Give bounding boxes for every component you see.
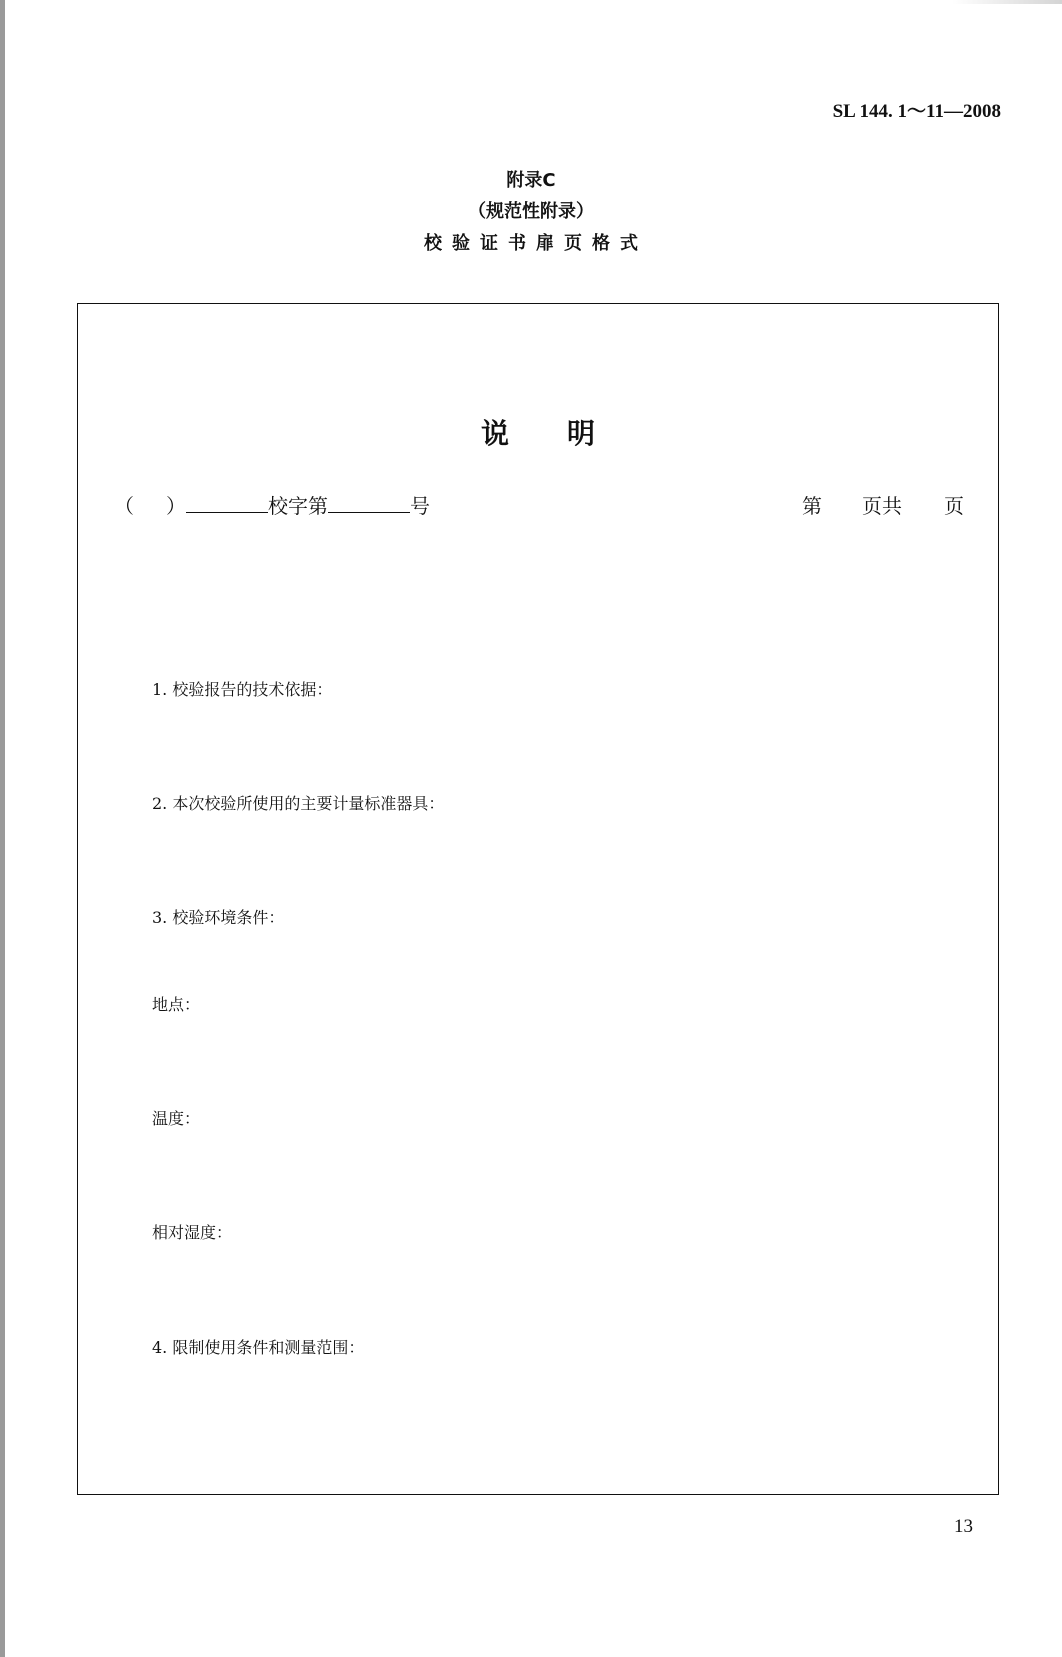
appendix-type: （规范性附录） — [468, 201, 594, 222]
blank-line — [328, 494, 410, 513]
blank-line — [186, 494, 268, 513]
item-standard-instruments: 2. 本次校验所使用的主要计量标准器具： — [152, 794, 445, 813]
page-count-line — [802, 490, 964, 519]
item-technical-basis: 1. 校验报告的技术依据： — [152, 680, 333, 699]
item-relative-humidity: 相对湿度： — [152, 1223, 233, 1242]
appendix-name: 校验证书扉页格式 — [424, 233, 648, 254]
form-title: 说明 — [480, 417, 653, 450]
item-location: 地点： — [152, 995, 201, 1014]
item-environment-conditions: 3. 校验环境条件： — [152, 908, 285, 927]
paren-close: ） — [166, 494, 186, 518]
paren-open: （ — [114, 494, 134, 518]
certificate-number-line — [114, 490, 430, 519]
page-corner-shadow — [952, 0, 1062, 4]
page-number: 13 — [954, 1516, 973, 1537]
page-info-part-2: 页共 — [862, 494, 902, 518]
item-usage-limits: 4. 限制使用条件和测量范围： — [152, 1338, 365, 1357]
item-temperature: 温度： — [152, 1109, 201, 1128]
cert-text-1: 校字第 — [268, 494, 328, 518]
page-info-part-1: 第 — [802, 494, 822, 518]
appendix-title: 附录C — [506, 170, 556, 191]
cert-text-2: 号 — [410, 494, 430, 518]
certificate-form-box — [77, 303, 999, 1495]
page-info-part-3: 页 — [944, 494, 964, 518]
standard-number: SL 144. 1～11—2008 — [832, 101, 1001, 122]
